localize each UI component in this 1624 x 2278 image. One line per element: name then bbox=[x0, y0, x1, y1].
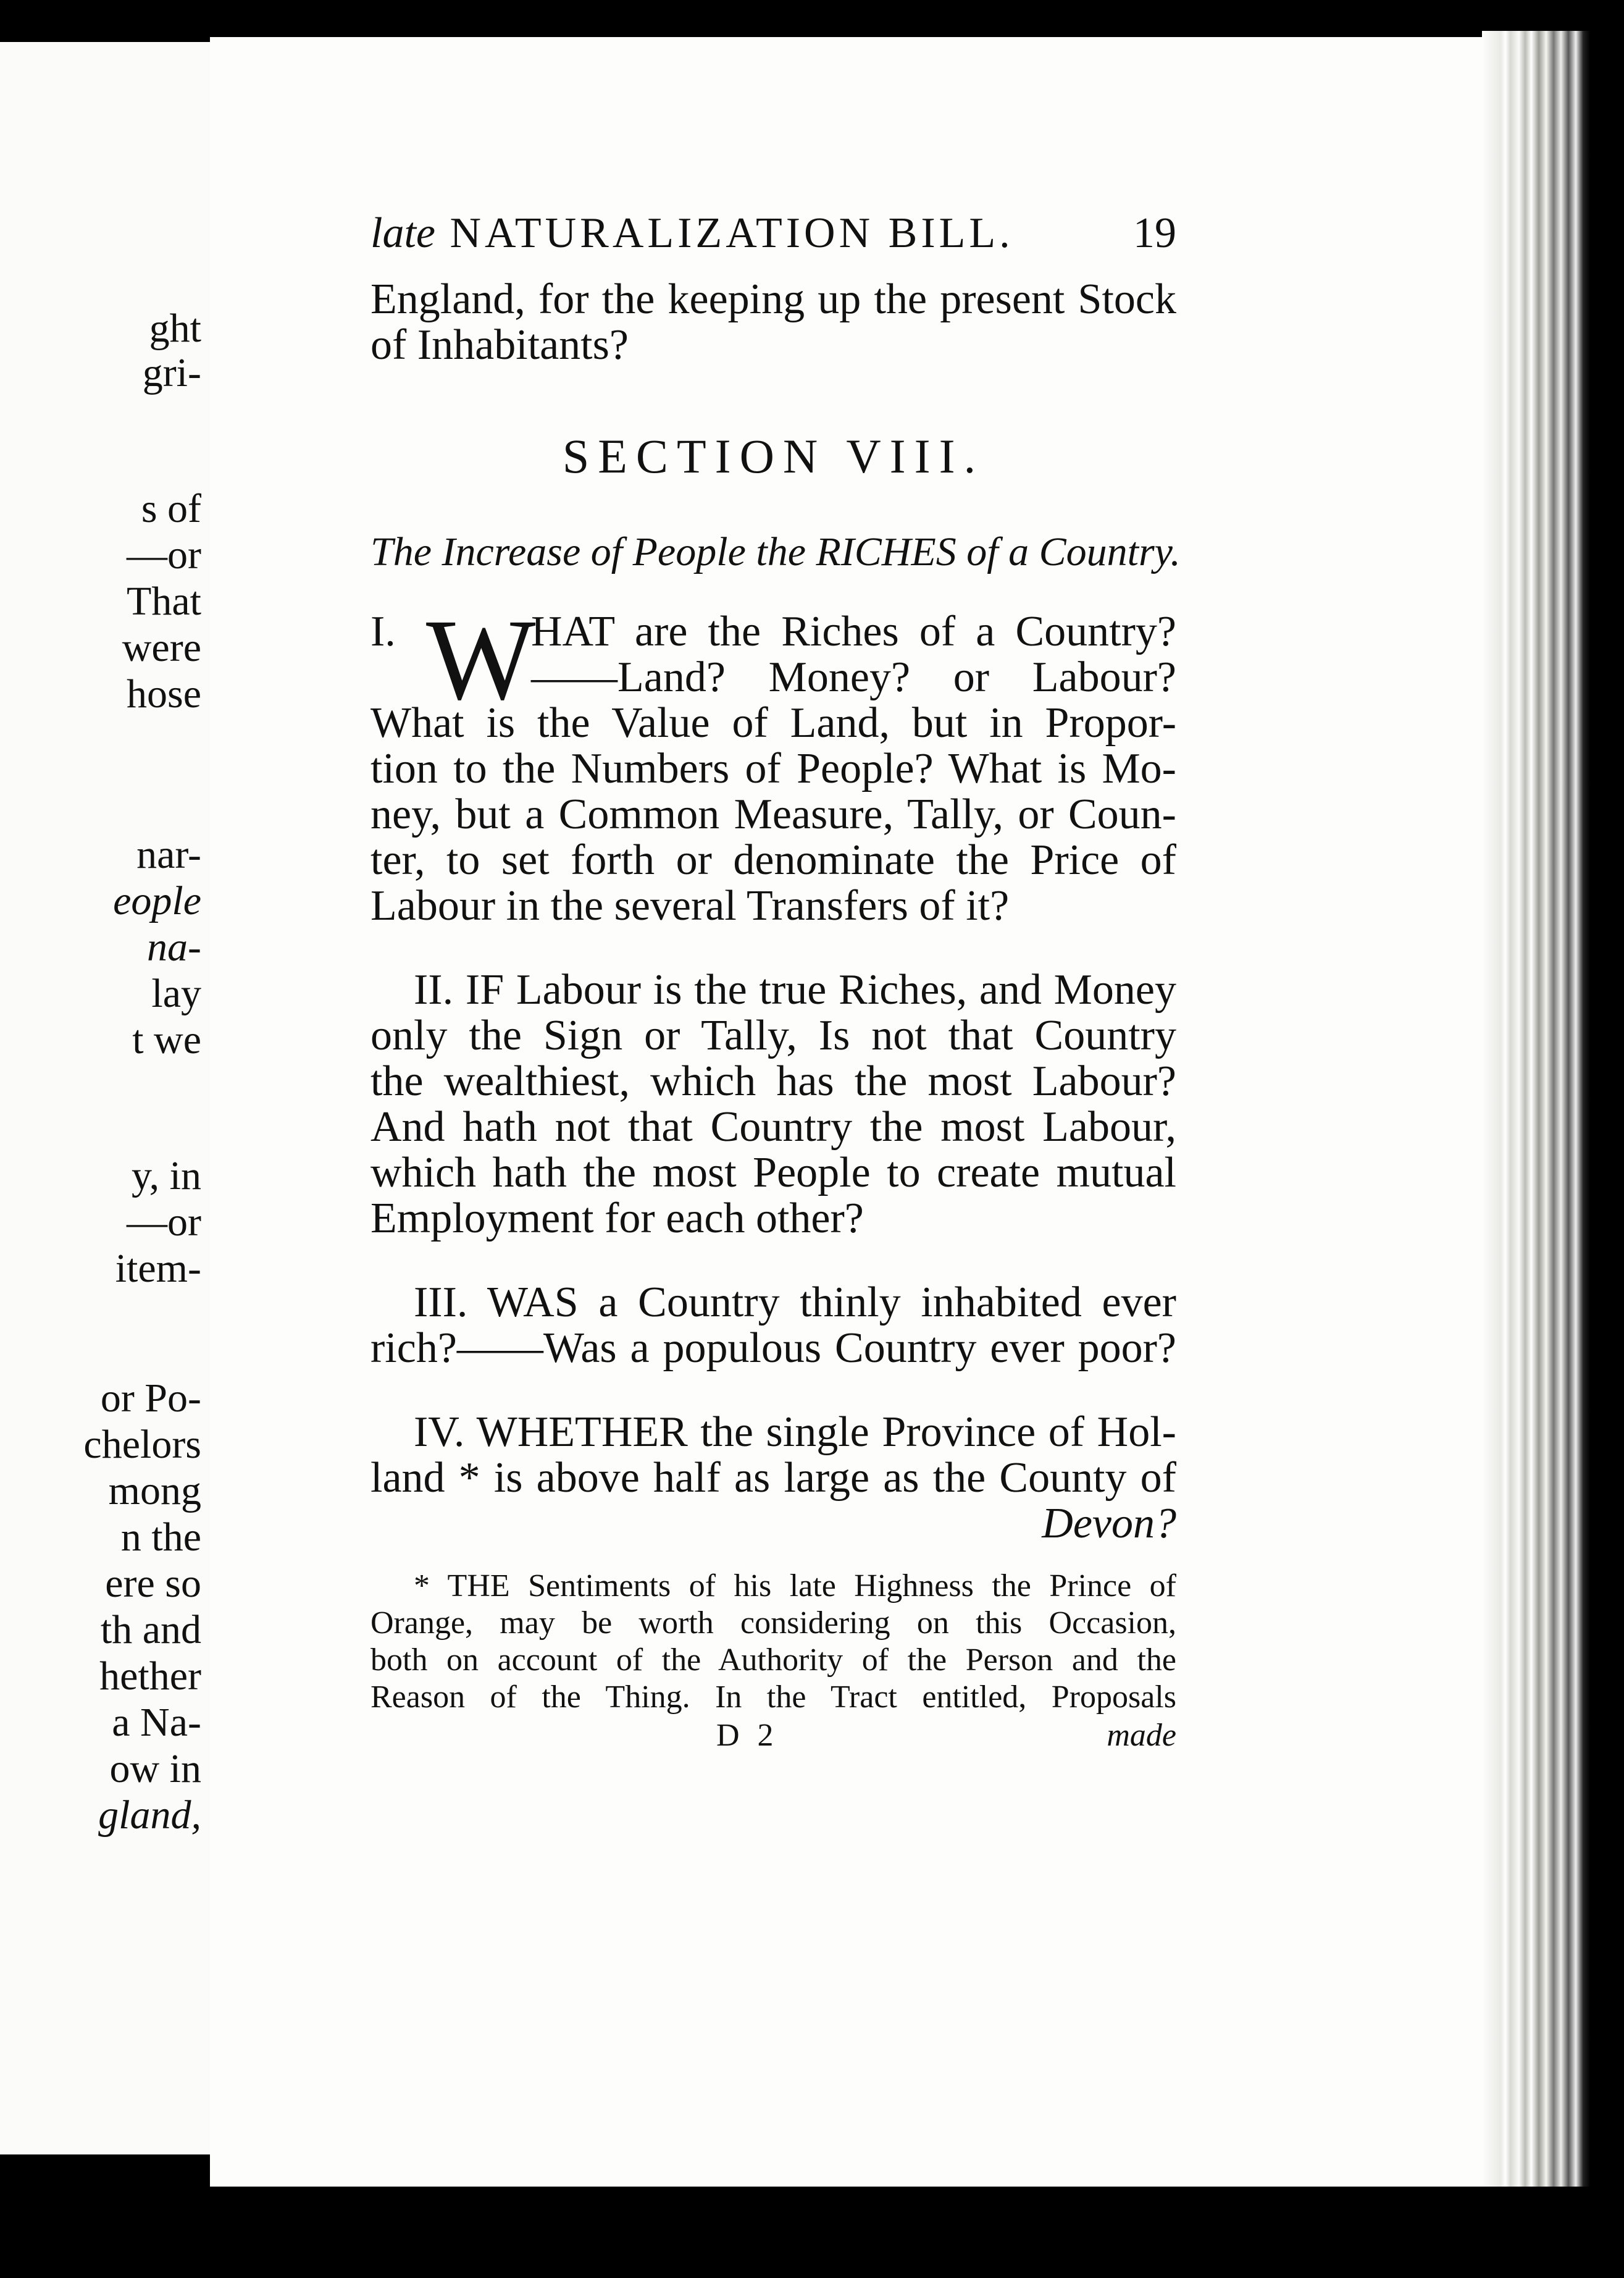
paragraph-line: III. WAS a Country thinly inhabited ever bbox=[414, 1279, 1176, 1326]
paragraph-line: What is the Value of Land, but in Propor- bbox=[370, 699, 1176, 747]
paragraph-line: Labour in the several Transfers of it? bbox=[370, 882, 1010, 930]
paragraph-line: land * is above half as large as the County of bbox=[370, 1454, 1176, 1502]
paragraph-line: II. IF Labour is the true Riches, and Money bbox=[414, 966, 1176, 1014]
left-fragment: hose bbox=[127, 671, 201, 717]
page-text bbox=[370, 209, 1181, 1754]
left-page bbox=[0, 42, 217, 2154]
left-fragment: ere so bbox=[105, 1561, 201, 1606]
running-head bbox=[370, 209, 1176, 277]
paragraph-line: Devon? bbox=[1042, 1500, 1176, 1547]
footnote-line: Reason of the Thing. In the Tract entitled, Proposals bbox=[370, 1679, 1176, 1715]
left-fragment: gri- bbox=[142, 350, 201, 395]
paragraph-line: Employment for each other? bbox=[370, 1195, 864, 1242]
left-fragment: or Po- bbox=[100, 1376, 201, 1421]
left-fragment: chelors bbox=[83, 1422, 201, 1467]
left-fragment: mong bbox=[108, 1468, 201, 1513]
left-fragment: gland, bbox=[98, 1793, 201, 1838]
paragraph-line: the wealthiest, which has the most Labour? bbox=[370, 1057, 1176, 1105]
left-fragment: s of bbox=[141, 486, 201, 531]
page-footer bbox=[370, 1717, 1176, 1754]
paragraph-line: HAT are the Riches of a Country? bbox=[531, 608, 1176, 655]
footnote-line: * THE Sentiments of his late Highness the Prince of bbox=[414, 1568, 1176, 1603]
left-fragment: were bbox=[122, 625, 201, 670]
left-fragment: eople bbox=[113, 878, 201, 923]
left-fragment: hether bbox=[99, 1654, 201, 1699]
paragraph-line: And hath not that Country the most Labour, bbox=[370, 1103, 1176, 1151]
drop-cap: W bbox=[426, 595, 536, 724]
paragraph-line: ter, to set forth or denominate the Price of bbox=[370, 836, 1176, 884]
paragraph-line: only the Sign or Tally, Is not that Country bbox=[370, 1012, 1176, 1059]
footnote-line: both on account of the Authority of the Person and the bbox=[370, 1642, 1176, 1678]
footnote-line: Orange, may be worth considering on this Occasion, bbox=[370, 1605, 1176, 1641]
left-fragment: —or bbox=[127, 532, 201, 578]
section-heading: SECTION VIII. bbox=[562, 429, 985, 483]
intro-line: England, for the keeping up the present Stock bbox=[370, 275, 1176, 323]
running-head-caps: NATURALIZATION BILL. bbox=[450, 209, 1014, 257]
paragraph-1 bbox=[370, 595, 1176, 930]
left-fragment: th and bbox=[100, 1607, 201, 1652]
page-edges bbox=[1482, 31, 1590, 2187]
left-fragment: n the bbox=[120, 1515, 201, 1560]
page-number: 19 bbox=[1133, 209, 1176, 257]
paragraph-2 bbox=[370, 967, 1176, 1242]
running-head-italic: late bbox=[370, 209, 435, 257]
catchword: made bbox=[1107, 1718, 1176, 1753]
signature-mark: D 2 bbox=[716, 1718, 779, 1753]
left-fragment: na- bbox=[147, 925, 201, 970]
paragraph-line: ney, but a Common Measure, Tally, or Coun- bbox=[370, 791, 1176, 838]
running-head-title bbox=[370, 209, 1014, 258]
left-fragment: —or bbox=[127, 1200, 201, 1245]
left-fragment: t we bbox=[132, 1017, 201, 1062]
paragraph-numeral: I. bbox=[370, 608, 396, 655]
intro-text bbox=[370, 277, 1176, 368]
left-fragment: nar- bbox=[136, 832, 201, 877]
left-fragment: ow in bbox=[109, 1746, 201, 1791]
paragraph-4 bbox=[370, 1410, 1176, 1547]
left-fragment: That bbox=[127, 579, 201, 624]
paragraph-line: IV. WHETHER the single Province of Hol- bbox=[414, 1408, 1176, 1456]
paragraph-3 bbox=[370, 1280, 1176, 1371]
left-fragment: y, in bbox=[131, 1153, 201, 1198]
section-subheading: The Increase of People the RICHES of a Country. bbox=[370, 529, 1181, 574]
intro-line: of Inhabitants? bbox=[370, 321, 629, 369]
footnote bbox=[370, 1568, 1176, 1716]
left-fragment: a Na- bbox=[112, 1700, 201, 1745]
paragraph-line: rich?——Was a populous Country ever poor? bbox=[370, 1324, 1176, 1372]
left-fragment: item- bbox=[115, 1246, 201, 1291]
paragraph-line: tion to the Numbers of People? What is Mo- bbox=[370, 745, 1176, 792]
paragraph-line: ——Land? Money? or Labour? bbox=[531, 654, 1176, 701]
left-fragment: ght bbox=[149, 306, 201, 351]
paragraph-line: which hath the most People to create mutual bbox=[370, 1149, 1176, 1196]
left-fragment: lay bbox=[151, 971, 201, 1016]
